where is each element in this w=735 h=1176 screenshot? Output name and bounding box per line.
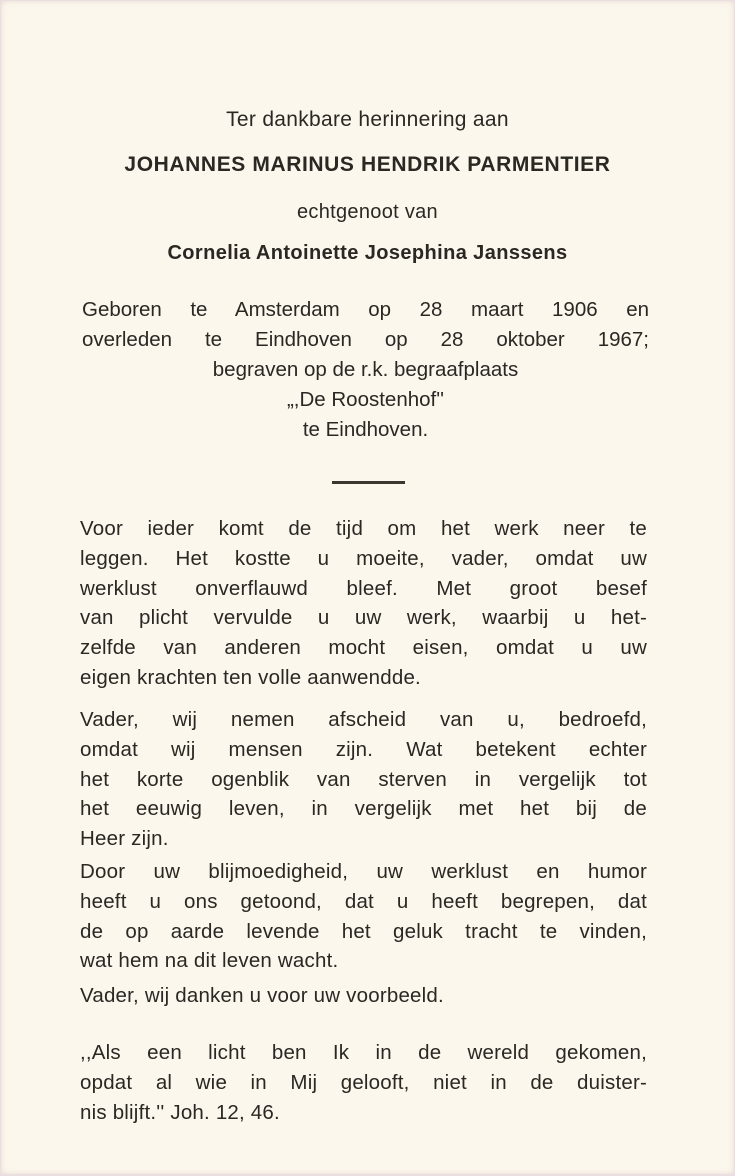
text-line: wat hem na dit leven wacht.	[80, 949, 339, 973]
text-line: het korte ogenblik van sterven in vergelijk tot	[80, 767, 647, 791]
text-line: Vader, wij nemen afscheid van u, bedroefd,	[80, 708, 647, 731]
paragraph-1	[80, 514, 647, 693]
bible-quote	[80, 1038, 647, 1127]
quote-line: opdat al wie in Mij gelooft, niet in de duister-	[80, 1070, 647, 1094]
text-line: werklust onverflauwd bleef. Met groot besef	[80, 576, 647, 600]
text-line: het eeuwig leven, in vergelijk met het bij de	[80, 797, 647, 821]
paragraph-2	[80, 705, 647, 854]
spouse-label: echtgenoot van	[297, 201, 438, 223]
text-line: Door uw blijmoedigheid, uw werklust en humor	[80, 860, 647, 883]
deceased-name: JOHANNES MARINUS HENDRIK PARMENTIER	[124, 153, 611, 176]
text-line: Vader, wij danken u voor uw voorbeeld.	[80, 984, 444, 1007]
divider-rule	[332, 481, 405, 484]
paragraph-4	[80, 981, 647, 1011]
text-line: omdat wij mensen zijn. Wat betekent echter	[80, 737, 647, 761]
birth-death-details	[82, 295, 649, 445]
text-line: zelfde van anderen mocht eisen, omdat u uw	[80, 636, 647, 660]
birth-line: Geboren te Amsterdam op 28 maart 1906 en	[82, 298, 649, 321]
text-line: Heer zijn.	[80, 827, 169, 851]
text-line: heeft u ons getoond, dat u heeft begrepen, dat	[80, 889, 647, 913]
burial-line: begraven op de r.k. begraafplaats	[212, 358, 519, 381]
intro-line: Ter dankbare herinnering aan	[226, 108, 509, 131]
quote-line: ,,Als een licht ben Ik in de wereld gekomen,	[80, 1041, 647, 1064]
text-line: de op aarde levende het geluk tracht te vinden,	[80, 919, 647, 943]
cemetery-name: „,De Roostenhof''	[286, 388, 445, 411]
quote-reference-line: nis blijft.'' Joh. 12, 46.	[80, 1100, 280, 1124]
text-line: van plicht vervulde u uw werk, waarbij u het-	[80, 606, 647, 630]
text-line: Voor ieder komt de tijd om het werk neer te	[80, 517, 647, 540]
memorial-card	[1, 1, 734, 1174]
paragraph-3	[80, 857, 647, 976]
text-line: eigen krachten ten volle aanwendde.	[80, 665, 421, 689]
spouse-name: Cornelia Antoinette Josephina Janssens	[167, 242, 568, 264]
text-line: leggen. Het kostte u moeite, vader, omdat uw	[80, 546, 647, 570]
cemetery-location: te Eindhoven.	[302, 418, 429, 441]
death-line: overleden te Eindhoven op 28 oktober 1967;	[82, 328, 649, 351]
